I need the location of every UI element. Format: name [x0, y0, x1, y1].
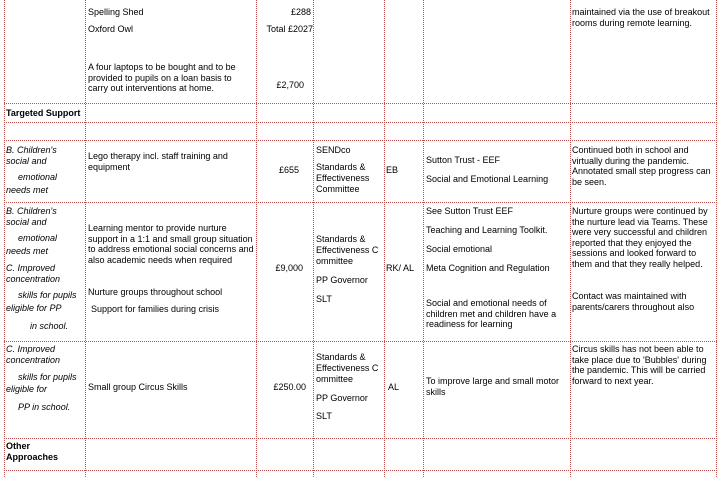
mentor-review-contact: Contact was maintained with parents/carers throughout also: [572, 291, 695, 312]
top-row-review: maintained via the use of breakout rooms during remote learning.: [572, 7, 710, 28]
mentor-outcome-line: C. Improved: [6, 263, 56, 273]
row-divider: [4, 103, 717, 104]
mentor-evidence-line: See Sutton Trust EEF: [426, 206, 514, 216]
mentor-lead-line: ommittee: [316, 256, 354, 266]
grid-line: [384, 0, 385, 477]
grid-line: [570, 0, 571, 477]
circus-cost: £250.00: [273, 382, 306, 392]
lego-outcome-line: social and: [6, 156, 47, 166]
lego-evidence-line: Sutton Trust - EEF: [426, 155, 501, 165]
circus-approach: Small group Circus Skills: [88, 382, 188, 392]
circus-outcome-line: C. Improved: [6, 344, 56, 354]
lego-outcome-line: B. Children's: [6, 145, 57, 155]
lego-lead-line: Standards &: [316, 162, 366, 172]
circus-outcome-line: skills for pupils: [18, 372, 77, 382]
spelling-shed-item: Spelling Shed: [88, 7, 144, 17]
mentor-evidence-line: Meta Cognition and Regulation: [426, 263, 550, 273]
lego-outcome-line: emotional: [18, 172, 58, 182]
circus-review: Circus skills has not been able to take place due to 'Bubbles' during the pandemic. This will be carried forward to next year.: [572, 344, 707, 386]
circus-lead-line: SLT: [316, 411, 332, 421]
grid-line: [85, 0, 86, 477]
total-cost: Total £2027: [266, 24, 313, 34]
circus-lead-line: PP Governor: [316, 393, 368, 403]
row-divider: [4, 140, 717, 141]
spelling-shed-cost: £288: [290, 7, 311, 17]
circus-evidence: To improve large and small motor skills: [426, 376, 560, 397]
row-divider: [4, 202, 717, 203]
lego-staff: EB: [386, 165, 399, 175]
mentor-cost: £9,000: [275, 263, 303, 273]
mentor-outcome-line: concentration: [6, 274, 61, 284]
row-divider: [4, 122, 717, 123]
mentor-lead-line: SLT: [316, 294, 332, 304]
family-support-approach: Support for families during crisis: [91, 304, 220, 314]
circus-lead-line: Effectiveness C: [316, 363, 379, 373]
mentor-outcome-line: needs met: [6, 246, 49, 256]
mentor-outcome-line: social and: [6, 217, 47, 227]
circus-outcome-line: eligible for: [6, 384, 48, 394]
lego-cost: £655: [278, 165, 299, 175]
lego-evidence-line: Social and Emotional Learning: [426, 174, 549, 184]
oxford-owl-item: Oxford Owl: [88, 24, 134, 34]
mentor-outcome-line: eligible for PP: [6, 303, 62, 313]
mentor-lead-line: Effectiveness C: [316, 245, 379, 255]
grid-line: [313, 0, 314, 477]
mentor-evidence-line: Teaching and Learning Toolkit.: [426, 225, 548, 235]
grid-line: [716, 0, 717, 477]
mentor-lead-line: Standards &: [316, 234, 366, 244]
lego-lead-line: Effectiveness: [316, 173, 370, 183]
grid-line: [423, 0, 424, 477]
circus-lead-line: Standards &: [316, 352, 366, 362]
circus-lead-line: ommittee: [316, 374, 354, 384]
mentor-approach: Learning mentor to provide nurture support in a 1:1 and small group situation to address emotional social concerns and also academic needs when required: [88, 223, 254, 265]
row-divider: [4, 470, 717, 471]
lego-approach: Lego therapy incl. staff training and equipment: [88, 151, 228, 172]
lego-outcome-line: needs met: [6, 185, 49, 195]
laptops-cost: £2,700: [276, 80, 304, 90]
mentor-lead-line: PP Governor: [316, 275, 368, 285]
laptops-description: A four laptops to be bought and to be provided to pupils on a loan basis to carry out interventions at home.: [88, 62, 236, 93]
circus-outcome-line: PP in school.: [18, 402, 71, 412]
mentor-outcome-line: skills for pupils: [18, 290, 77, 300]
mentor-evidence-summary: Social and emotional needs of children met and children have a readiness for learning: [426, 298, 557, 329]
circus-staff: AL: [388, 382, 400, 392]
row-divider: [4, 438, 717, 439]
section-heading-other-approaches: Other Approaches: [6, 441, 59, 462]
grid-line: [4, 0, 5, 477]
grid-line: [256, 0, 257, 477]
nurture-groups-approach: Nurture groups throughout school: [88, 287, 223, 297]
lego-lead-line: Committee: [316, 184, 360, 194]
mentor-staff: RK/ AL: [386, 263, 415, 273]
lego-lead-line: SENDco: [316, 145, 351, 155]
mentor-evidence-line: Social emotional: [426, 244, 493, 254]
mentor-outcome-line: B. Children's: [6, 206, 57, 216]
section-heading-targeted-support: Targeted Support: [6, 108, 81, 118]
mentor-outcome-line: emotional: [18, 233, 58, 243]
circus-outcome-line: concentration: [6, 355, 61, 365]
row-divider: [4, 341, 717, 342]
lego-review: Continued both in school and virtually during the pandemic. Annotated small step progress can be seen.: [572, 145, 711, 187]
mentor-review: Nurture groups were continued by the nurture lead via Teams. These were very successful and children reported that they enjoyed the sessions and looked forward to them and that they really helped.: [572, 206, 708, 269]
mentor-outcome-line: in school.: [30, 321, 69, 331]
